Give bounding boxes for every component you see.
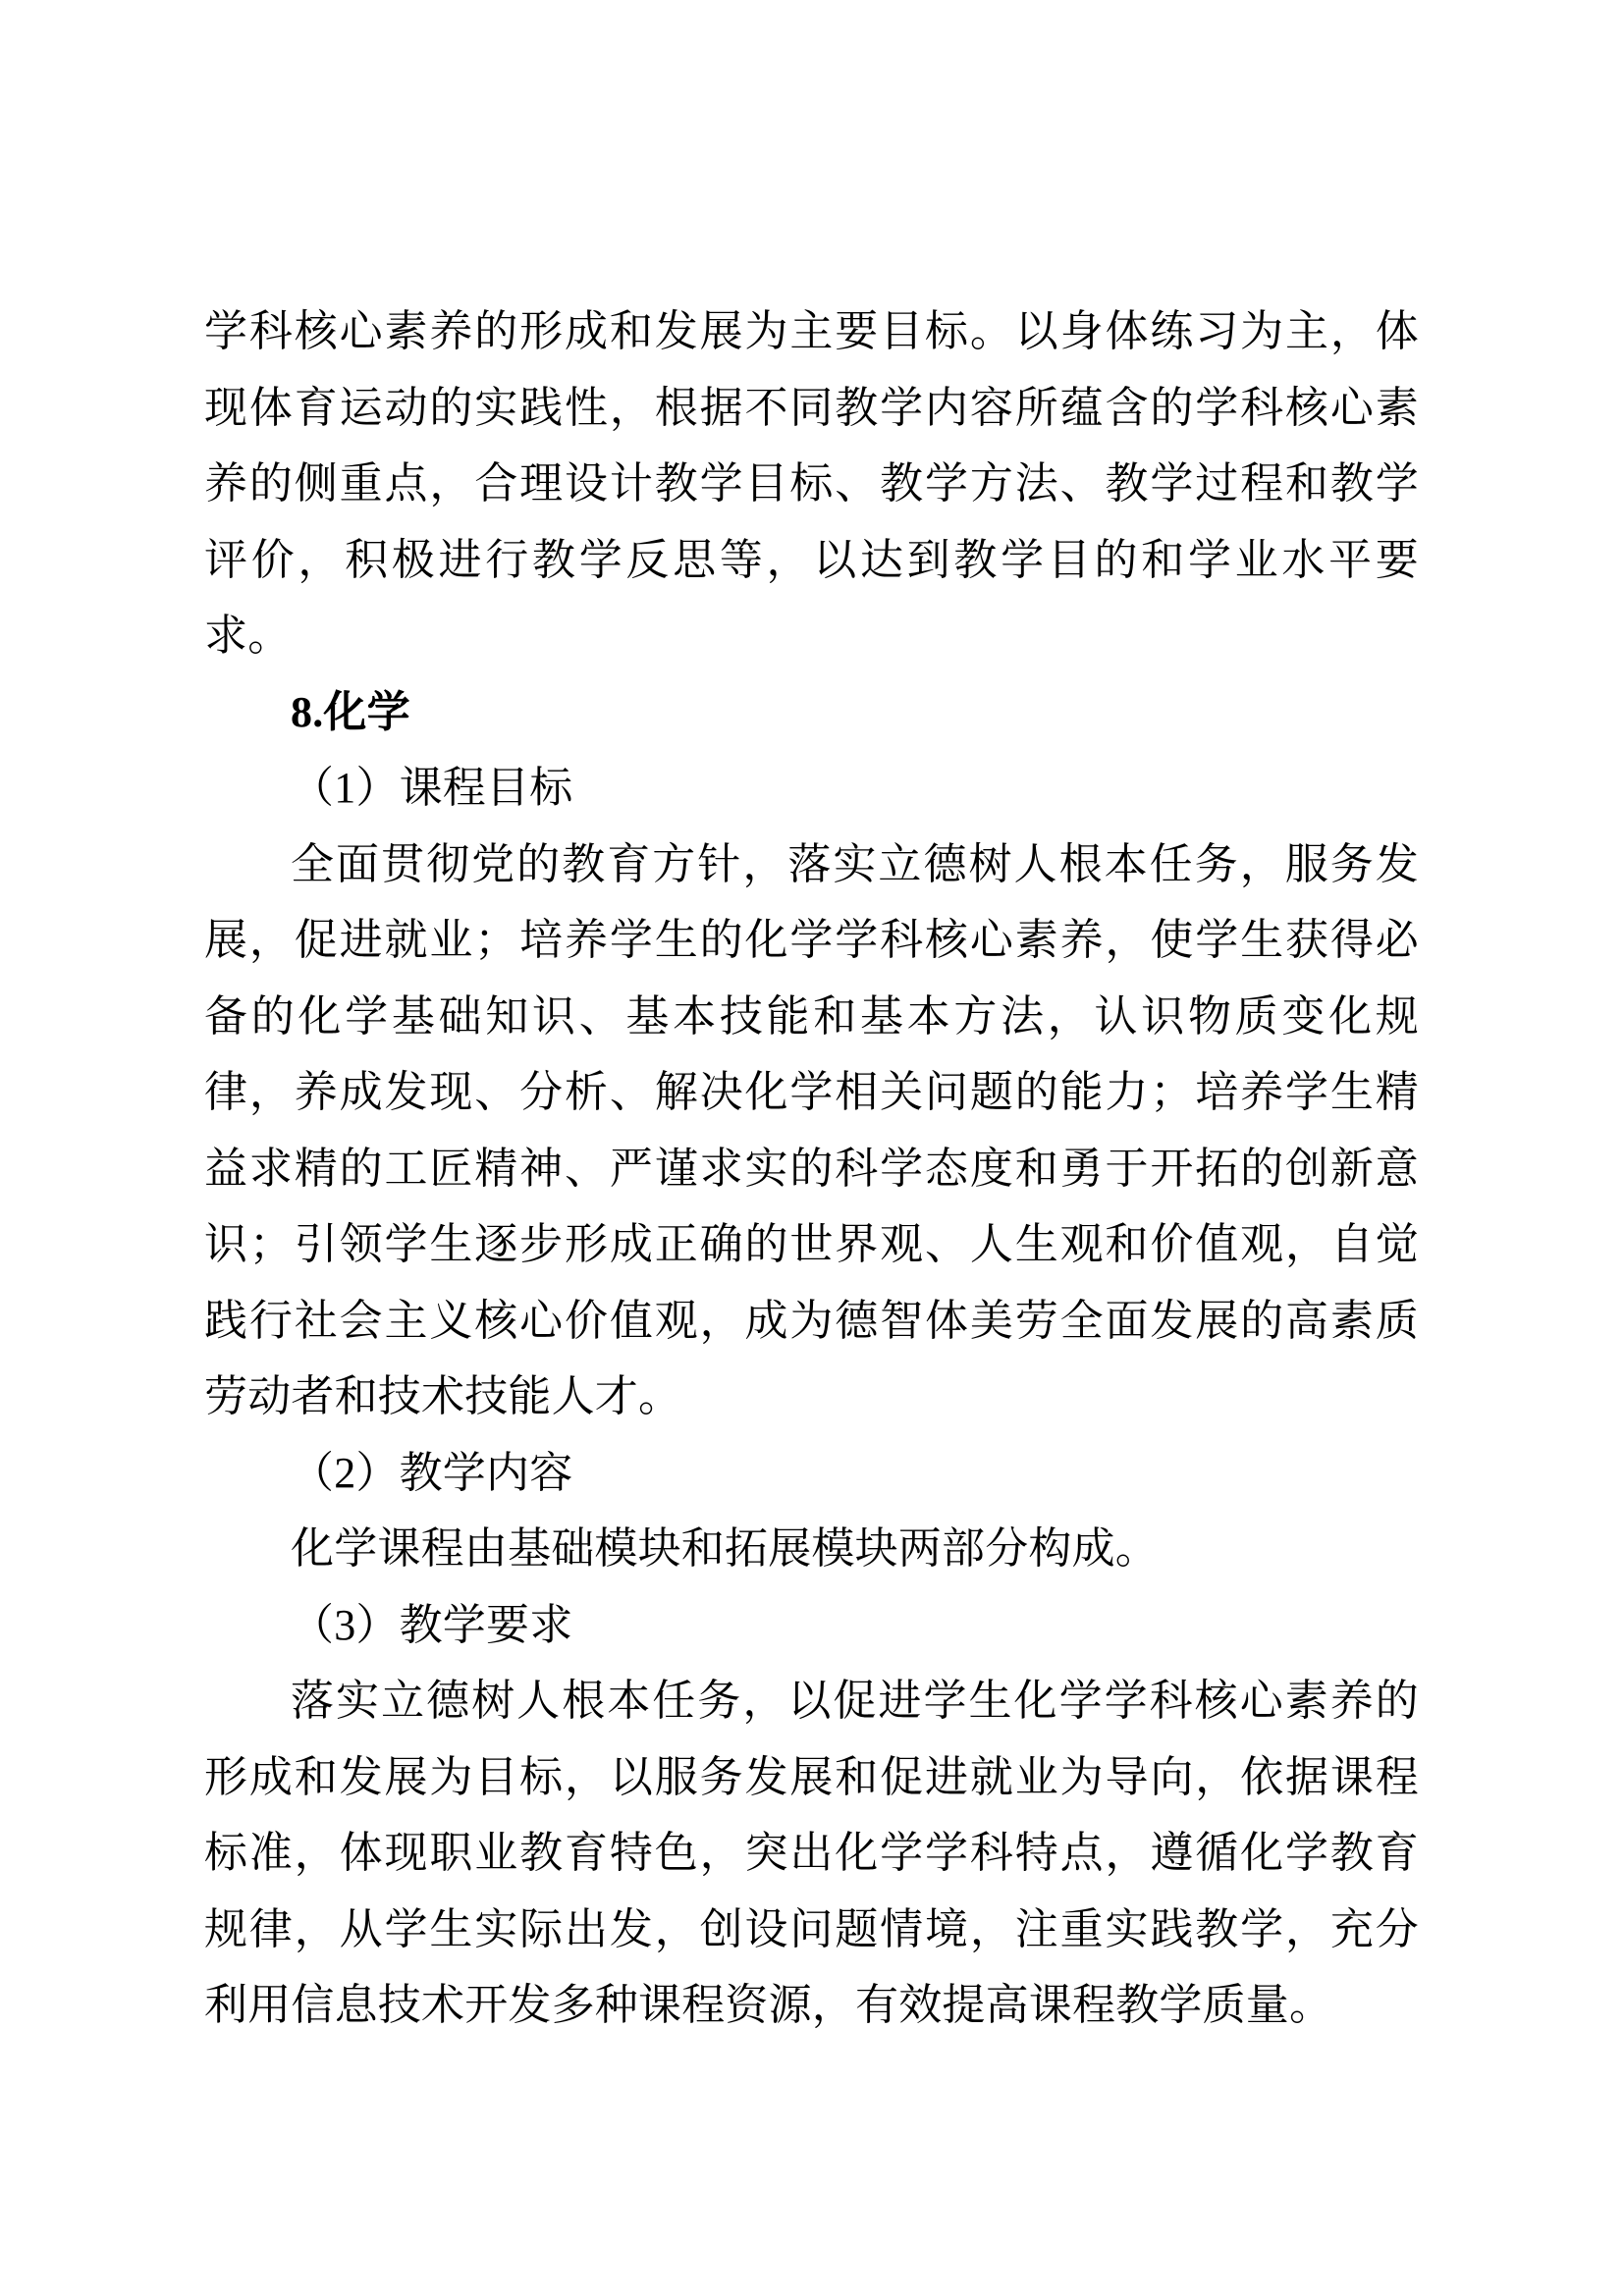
section-heading-chemistry: 8.化学 — [291, 687, 410, 736]
subheading-teaching-content: （2）教学内容 — [291, 1448, 573, 1497]
paragraph-pe-teaching-continued: 学科核心素养的形成和发展为主要目标。以身体练习为主，体现体育运动的实践性，根据不同教学内容所蕴含的学科核心素养的侧重点，合理设计教学目标、教学方法、教学过程和教学评价，积极进行教学反思等，以达到教学目的和学业水平要求。 — [204, 307, 1419, 660]
paragraph-course-objectives: 全面贯彻党的教育方针，落实立德树人根本任务，服务发展，促进就业；培养学生的化学学科核心素养，使学生获得必备的化学基础知识、基本技能和基本方法，认识物质变化规律，养成发现、分析、解决化学相关问题的能力；培养学生精益求精的工匠精神、严谨求实的科学态度和勇于开拓的创新意识；引领学生逐步形成正确的世界观、人生观和价值观，自觉践行社会主义核心价值观，成为德智体美劳全面发展的高素质劳动者和技术技能人才。 — [204, 839, 1419, 1420]
subheading-teaching-requirements: （3）教学要求 — [291, 1600, 573, 1649]
paragraph-teaching-content: 化学课程由基础模块和拓展模块两部分构成。 — [291, 1524, 1159, 1573]
subheading-course-objectives: （1）课程目标 — [291, 764, 573, 812]
paragraph-teaching-requirements: 落实立德树人根本任务，以促进学生化学学科核心素养的形成和发展为目标，以服务发展和促进就业为导向，依据课程标准，体现职业教育特色，突出化学学科特点，遵循化学教育规律，从学生实际出发，创设问题情境，注重实践教学，充分利用信息技术开发多种课程资源，有效提高课程教学质量。 — [204, 1677, 1419, 2029]
